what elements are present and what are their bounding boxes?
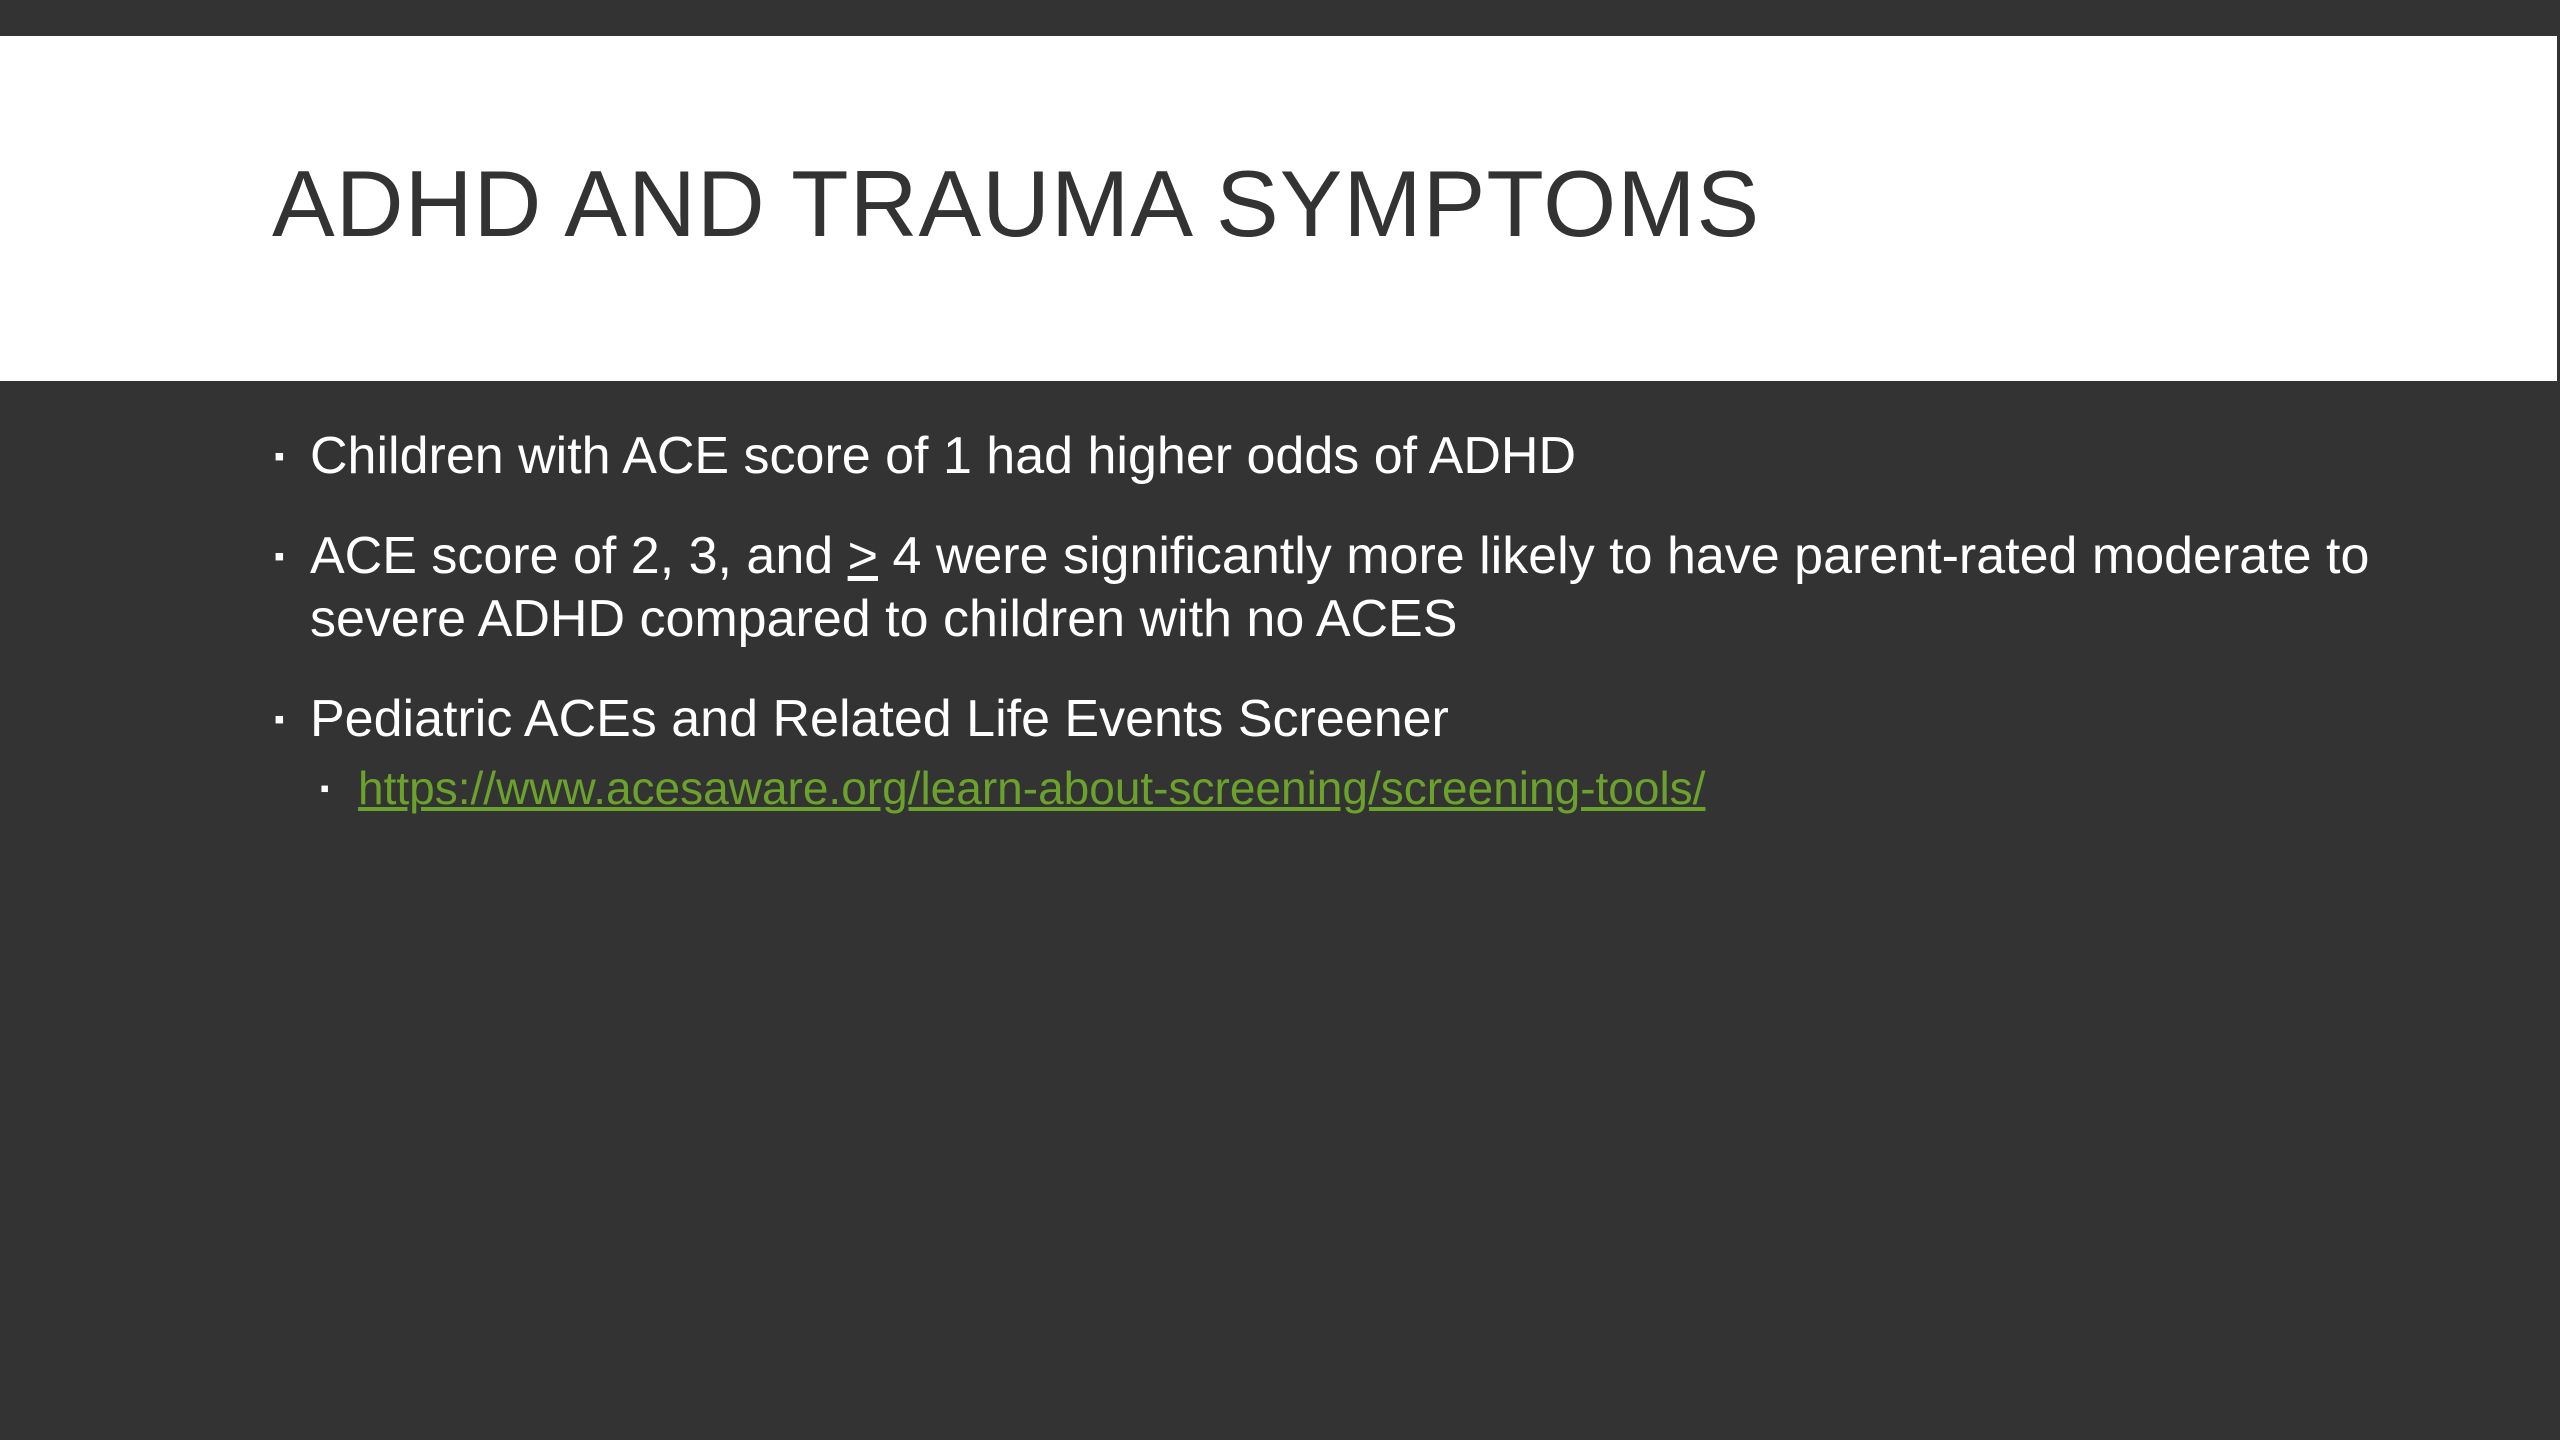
greater-equal-symbol: > [847,527,878,585]
sub-bullet-list [310,759,2372,817]
bullet-marker-icon: ▪ [274,440,285,473]
bullet-list [272,425,2372,854]
bullet-item [272,688,2372,817]
sub-bullet-item [310,759,2372,817]
screening-tools-link[interactable]: https://www.acesaware.org/learn-about-screening/screening-tools/ [358,762,1706,814]
bullet-text-end: 4 were significantly more likely to have parent-rated moderate to severe ADHD compared to children with no ACES [310,527,2370,648]
bullet-marker-icon: ▪ [274,540,285,573]
sub-bullet-marker-icon: ▪ [320,773,330,803]
bullet-marker-icon: ▪ [274,703,285,736]
bullet-item [272,425,2372,488]
bullet-text: Pediatric ACEs and Related Life Events Screener [310,690,1449,748]
bullet-item [272,525,2372,651]
bullet-text-start: ACE score of 2, 3, and [310,527,848,585]
slide-title: ADHD AND TRAUMA SYMPTOMS [272,151,1761,256]
bullet-text: Children with ACE score of 1 had higher odds of ADHD [310,427,1577,485]
